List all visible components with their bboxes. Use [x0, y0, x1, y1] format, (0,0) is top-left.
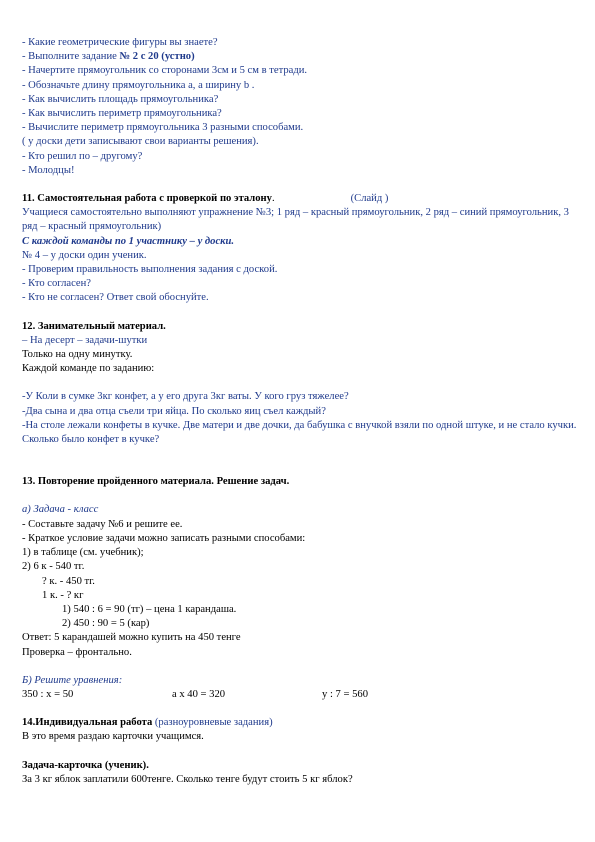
section-14-line: В это время раздаю карточки учащимся. — [22, 731, 204, 743]
section-12-line: Каждой команде по заданию: — [22, 363, 155, 375]
section-12-line: – На десерт – задачи-шутки — [22, 334, 148, 346]
section-14-heading: 14.Индивидуальная работа (разноуровневые задания) — [22, 717, 273, 729]
question-line: - Как вычислить площадь прямоугольника? — [22, 93, 219, 105]
subsection-a-label: а) Задача - класс — [22, 504, 99, 516]
section-13-line: Проверка – фронтально. — [22, 646, 132, 658]
section-11-line: - Кто не согласен? Ответ свой обоснуйте. — [22, 292, 209, 304]
section-13-heading: 13. Повторение пройденного материала. Решение задач. — [22, 476, 290, 488]
equation: а х 40 = 320 — [172, 688, 226, 700]
section-13-line: - Составьте задачу №6 и решите ее. — [22, 518, 183, 530]
question-line: - Кто решил по – другому? — [22, 150, 143, 162]
riddle: -На столе лежали конфеты в кучке. Две матери и две дочки, да бабушка с внучкой взяли по одной штуке, и не стало кучки. Сколько было конфет в кучке? — [22, 419, 577, 446]
section-13-line: 1 к. - ? кг — [42, 589, 84, 601]
task-line: - Выполните задание № 2 с 20 (устно) — [22, 51, 195, 63]
section-13-line: - Краткое условие задачи можно записать разными способами: — [22, 532, 306, 544]
equation: у : 7 = 560 — [322, 688, 368, 700]
section-13-line: Ответ: 5 карандашей можно купить на 450 тенге — [22, 632, 241, 644]
section-13-line: 2) 6 к - 540 тг. — [22, 561, 85, 573]
question-line: - Молодцы! — [22, 164, 75, 176]
riddle: -Два сына и два отца съели три яйца. По сколько яиц съел каждый? — [22, 405, 326, 417]
document-page — [22, 36, 578, 787]
section-11-body: Учащиеся самостоятельно выполняют упражнение №3; 1 ряд – красный прямоугольник, 2 ряд – синий прямоугольник, 3 ряд – красный прямоугольник) — [22, 207, 569, 233]
question-line: ( у доски дети записывают свои варианты решения). — [22, 136, 259, 148]
equation: 350 : х = 50 — [22, 688, 74, 700]
card-heading: Задача-карточка (ученик). — [22, 759, 149, 771]
card-task: За 3 кг яблок заплатили 600тенге. Сколько тенге будут стоить 5 кг яблок? — [22, 773, 353, 785]
question-line: - Обозначьте длину прямоугольника а, а ширину b . — [22, 79, 255, 91]
section-13-line: ? к. - 450 тг. — [42, 575, 95, 587]
section-11-heading: 11. Самостоятельная работа с проверкой по эталону. (Слайд ) — [22, 193, 389, 205]
section-12-heading: 12. Занимательный материал. — [22, 320, 166, 332]
section-11-line: - Кто согласен? — [22, 278, 91, 290]
subsection-b-label: Б) Решите уравнения: — [22, 674, 123, 686]
section-13-line: 1) 540 : 6 = 90 (тг) – цена 1 карандаша. — [62, 603, 237, 615]
question-line: - Какие геометрические фигуры вы знаете? — [22, 37, 218, 48]
section-11-line: - Проверим правильность выполнения задания с доской. — [22, 264, 278, 276]
team-note: С каждой команды по 1 участнику – у доски. — [22, 235, 235, 247]
equations-row — [22, 688, 578, 702]
section-13-line: 2) 450 : 90 = 5 (кар) — [62, 618, 150, 630]
riddle: -У Коли в сумке 3кг конфет, а у его друга 3кг ваты. У кого груз тяжелее? — [22, 391, 349, 403]
section-13-line: 1) в таблице (см. учебник); — [22, 547, 144, 559]
section-12-line: Только на одну минутку. — [22, 349, 133, 361]
question-line: - Как вычислить периметр прямоугольника? — [22, 108, 222, 120]
section-11-line: № 4 – у доски один ученик. — [22, 249, 147, 261]
question-line: - Вычислите периметр прямоугольника 3 разными способами. — [22, 122, 304, 134]
question-line: - Начертите прямоугольник со сторонами 3см и 5 см в тетради. — [22, 65, 308, 77]
